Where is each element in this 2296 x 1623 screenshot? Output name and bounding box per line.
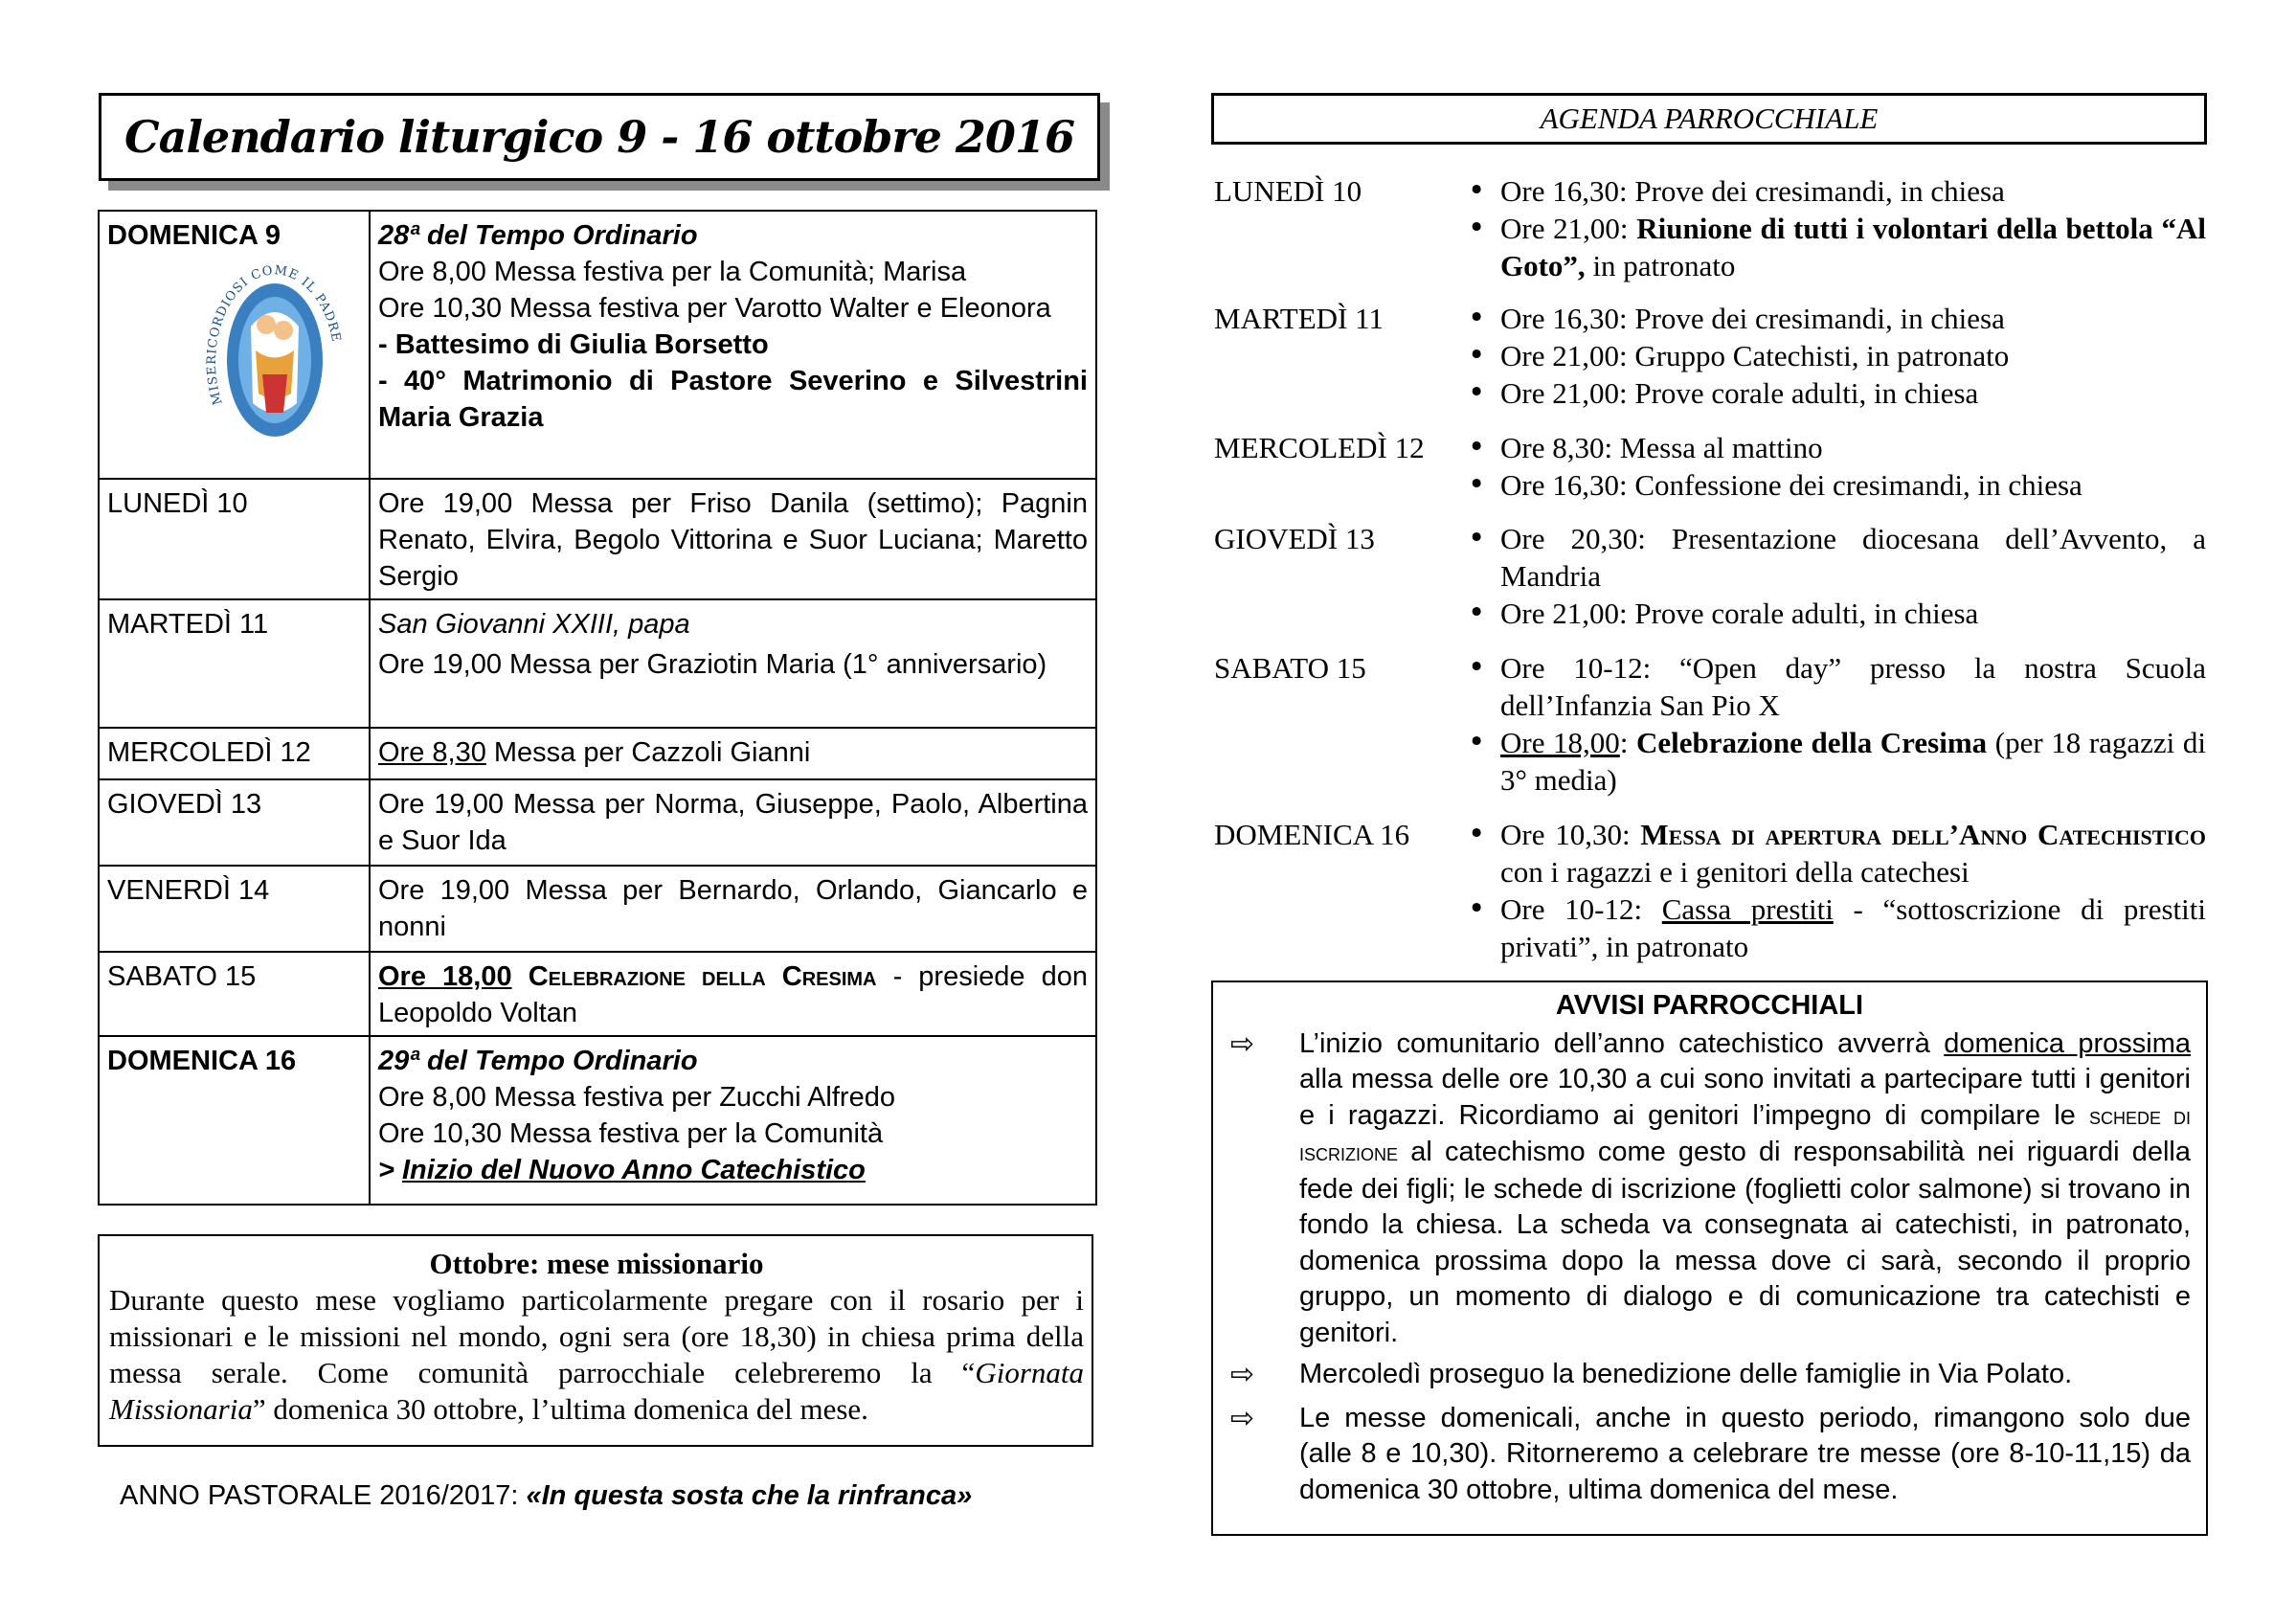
celebration: 28ª del Tempo Ordinario [378, 220, 698, 251]
mission-text-end: ” domenica 30 ottobre, l’ultima domenica del mese. [252, 1392, 868, 1426]
agenda-item: • Ore 8,30: Messa al mattino [1458, 429, 2206, 466]
day-label: LUNEDÌ 10 [99, 479, 370, 599]
anniversary-line: - 40° Matrimonio di Pastore Severino e Silvestrini Maria Grazia [378, 366, 1088, 433]
mass-time: Ore 8,30 [378, 737, 486, 768]
mass-text: Messa per Cazzoli Gianni [485, 737, 811, 768]
notice-item: ⇨ Mercoledì proseguo la benedizione delle famiglie in Via Polato. [1230, 1358, 2073, 1391]
notices-box [1211, 981, 2208, 1536]
agenda-item: • Ore 21,00: Gruppo Catechisti, in patronato [1458, 337, 2206, 374]
notices-title: AVVISI PARROCCHIALI [1555, 990, 1864, 1021]
agenda-day-label: GIOVEDÌ 13 [1214, 522, 1375, 555]
pastoral-year-label: ANNO PASTORALE 2016/2017: [120, 1480, 527, 1511]
table-row [99, 1036, 1096, 1205]
hollow-right-arrow-icon: ⇨ [1230, 1026, 1255, 1061]
mission-title: Ottobre: mese missionario [429, 1247, 764, 1280]
mass-line: Ore 10,30 Messa festiva per Varotto Walter e Eleonora [378, 293, 1051, 324]
agenda-item: • Ore 10-12: Cassa prestiti - “sottoscrizione di prestiti privati”, in patronato [1458, 890, 2206, 965]
agenda-item: • Ore 10-12: “Open day” presso la nostra Scuola dell’Infanzia San Pio X [1458, 649, 2206, 724]
calendar-table [98, 210, 1097, 1206]
agenda-item: • Ore 16,30: Confessione dei cresimandi, in chiesa [1458, 466, 2206, 504]
agenda-item: • Ore 16,30: Prove dei cresimandi, in chiesa [1458, 300, 2206, 337]
agenda-item: • Ore 16,30: Prove dei cresimandi, in chiesa [1458, 172, 2206, 210]
agenda-day-label: LUNEDÌ 10 [1214, 174, 1362, 208]
mass-time: Ore 18,00 [378, 961, 512, 992]
highlight-prefix: > [378, 1155, 402, 1185]
day-label: MARTEDÌ 11 [99, 599, 370, 728]
agenda-item: • Ore 21,00: Prove corale adulti, in chiesa [1458, 595, 2206, 632]
notice-item: ⇨ Le messe domenicali, anche in questo periodo, rimangono solo due (alle 8 e 10,30). Ritorneremo a celebrare tre messe (ore 8-10-11,15) da domenica 30 ottobre, ultima domenica del mese. [1230, 1401, 2191, 1505]
mass-text: Ore 19,00 Messa per Graziotin Maria (1° anniversario) [378, 649, 1047, 680]
day-label: SABATO 15 [99, 952, 370, 1036]
calendar-title-box [99, 93, 1100, 181]
mission-text: Durante questo mese vogliamo particolarmente pregare con il rosario per i missionari e le missioni nel mondo, ogni sera (ore 18,30) in chiesa prima della messa serale. Come comunità parrocchiale celebreremo la “ [109, 1283, 1084, 1389]
catechism-start: Inizio del Nuovo Anno Catechistico [402, 1155, 866, 1185]
mass-text: Ore 19,00 Messa per Friso Danila (settimo); Pagnin Renato, Elvira, Begolo Vittorina e Suor Luciana; Maretto Sergio [370, 479, 1096, 599]
day-label: DOMENICA 16 [99, 1036, 370, 1205]
day-label: VENERDÌ 14 [99, 866, 370, 952]
agenda-item: • Ore 18,00: Celebrazione della Cresima (per 18 ragazzi di 3° media) [1458, 724, 2206, 799]
table-row [99, 211, 1096, 479]
celebration: 29ª del Tempo Ordinario [378, 1046, 698, 1076]
agenda-item: • Ore 20,30: Presentazione diocesana dell’Avvento, a Mandria [1458, 520, 2206, 595]
mission-italic: Giornata Missionaria [109, 1356, 1084, 1426]
agenda-item: • Ore 10,30: Messa di apertura dell’Anno Catechistico con i ragazzi e i genitori della catechesi [1458, 816, 2206, 890]
mass-text: Ore 19,00 Messa per Norma, Giuseppe, Paolo, Albertina e Suor Ida [370, 779, 1096, 866]
agenda-item: • Ore 21,00: Prove corale adulti, in chiesa [1458, 374, 2206, 412]
table-row [99, 479, 1096, 599]
saint-name: San Giovanni XXIII, papa [378, 609, 690, 640]
agenda-day-label: MARTEDÌ 11 [1214, 302, 1384, 335]
baptism-line: - Battesimo di Giulia Borsetto [378, 329, 769, 360]
mass-text: Ore 19,00 Messa per Bernardo, Orlando, Giancarlo e nonni [370, 866, 1096, 952]
table-row [99, 599, 1096, 728]
mass-text: - presiede don Leopoldo Voltan [378, 961, 1088, 1028]
day-label: GIOVEDÌ 13 [99, 779, 370, 866]
day-label: MERCOLEDÌ 12 [99, 728, 370, 779]
table-row [99, 779, 1096, 866]
agenda-day-label: DOMENICA 16 [1214, 818, 1410, 851]
mass-line: Ore 8,00 Messa festiva per Zucchi Alfredo [378, 1082, 895, 1113]
agenda-title: AGENDA PARROCCHIALE [1540, 101, 1879, 135]
day-label: DOMENICA 9 [107, 220, 281, 251]
table-row [99, 952, 1096, 1036]
table-row [99, 728, 1096, 779]
pastoral-year [120, 1480, 972, 1512]
confirmation-event: Celebrazione della Cresima [511, 961, 877, 992]
logo-text: MISERICORDIOSI COME IL PADRE [204, 263, 344, 407]
pastoral-year-motto: «In questa sosta che la rinfranca» [526, 1480, 973, 1511]
hollow-right-arrow-icon: ⇨ [1230, 1401, 1255, 1435]
jubilee-logo-icon [203, 259, 347, 461]
mission-month-box [98, 1234, 1093, 1447]
agenda-day-label: MERCOLEDÌ 12 [1214, 431, 1425, 464]
agenda-day-label: SABATO 15 [1214, 651, 1366, 685]
calendar-title: Calendario liturgico 9 - 16 ottobre 2016 [124, 111, 1074, 163]
agenda-item: • Ore 21,00: Riunione di tutti i volontari della bettola “Al Goto”, in patronato [1458, 210, 2206, 284]
mass-line: Ore 10,30 Messa festiva per la Comunità [378, 1118, 884, 1149]
agenda-title-box [1211, 93, 2207, 145]
hollow-right-arrow-icon: ⇨ [1230, 1358, 1255, 1391]
table-row [99, 866, 1096, 952]
mission-body [109, 1282, 1084, 1428]
mass-line: Ore 8,00 Messa festiva per la Comunità; Marisa [378, 257, 967, 287]
notice-item: ⇨ L’inizio comunitario dell’anno catechistico avverrà domenica prossima alla messa delle ore 10,30 a cui sono invitati a partecipare tutti i genitori e i ragazzi. Ricordiamo ai genitori l’impegno di compilare le schede di iscrizione al catechismo come gesto di responsabilità nei riguardi della fede dei figli; le schede di iscrizione (foglietti color salmone) si trovano in fondo la chiesa. La scheda va consegnata ai catechisti, in patronato, domenica prossima dopo la messa dove ci sarà, secondo il proprio gruppo, un momento di dialogo e di comunicazione tra catechisti e genitori. [1230, 1026, 2191, 1348]
